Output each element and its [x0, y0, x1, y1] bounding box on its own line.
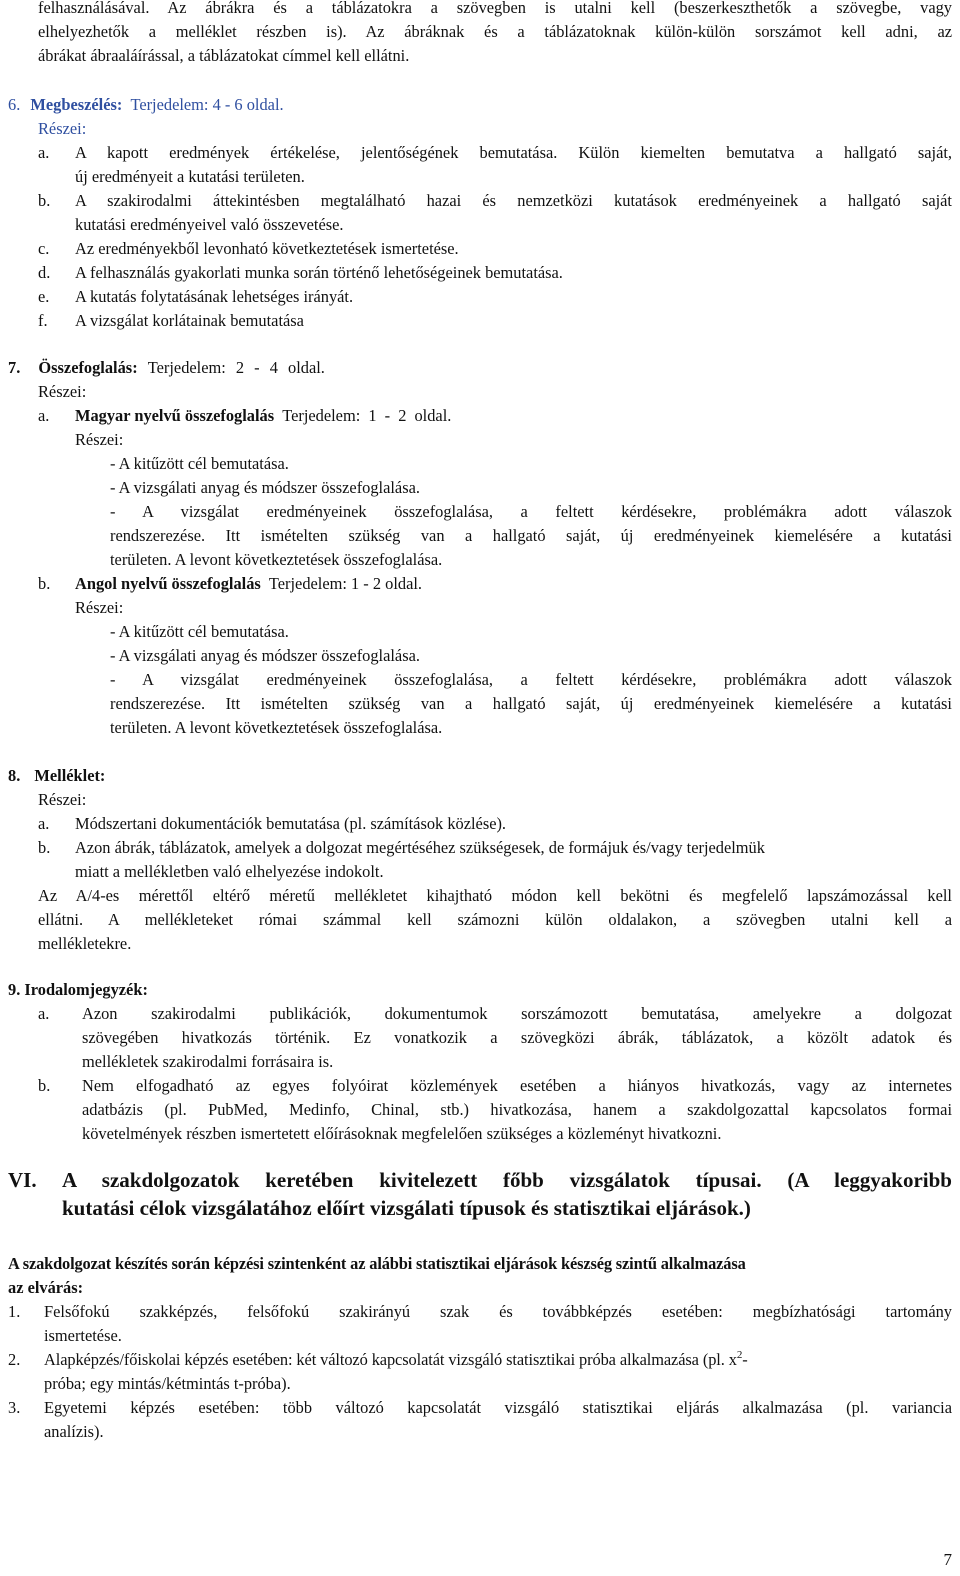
section-7-a-item-3-line-1: - A vizsgálat eredményeinek összefoglalása, a feltett kérdésekre, problémákra adott válaszok — [110, 502, 952, 521]
section-VI-item-1-number: 1. — [8, 1302, 21, 1321]
section-7-a-letter: a. — [38, 406, 50, 425]
section-9-b-letter: b. — [38, 1076, 51, 1095]
section-7-b-item-3-line-1: - A vizsgálat eredményeinek összefoglalása, a feltett kérdésekre, problémákra adott válaszok — [110, 670, 952, 689]
section-7-number: 7. — [8, 358, 21, 377]
section-7-b-extent: Terjedelem: 1 - 2 oldal. — [268, 574, 423, 593]
section-VI-item-2-superscript: 2 — [736, 1349, 743, 1361]
section-6-b-line-2: kutatási eredményeivel való összevetése. — [75, 215, 344, 234]
section-VI-heading-line-1: A szakdolgozatok keretében kivitelezett főbb vizsgálatok típusai. (A leggyakoribb — [62, 1168, 952, 1192]
section-7-a-title: Magyar nyelvű összefoglalás — [75, 406, 275, 425]
section-9-b-line-3: követelmények részben ismertetett előírásoknak megfelelően szükséges a közleményt hivatkozni. — [82, 1124, 722, 1143]
section-9-a-letter: a. — [38, 1004, 50, 1023]
section-7-parts-label: Részei: — [38, 382, 87, 401]
section-8-a-letter: a. — [38, 814, 50, 833]
section-6-a-line-1: A kapott eredmények értékelése, jelentőségének bemutatása. Külön kiemelten bemutatva a hallgató saját, — [75, 143, 952, 162]
top-line-3: ábrákat ábraaláírással, a táblázatokat címmel kell ellátni. — [38, 46, 410, 65]
top-line-1: felhasználásával. Az ábrákra és a táblázatokra a szövegben is utalni kell (beszerkeszthetők a szövegbe, vagy — [38, 0, 952, 17]
section-VI-item-1-line-1: Felsőfokú szakképzés, felsőfokú szakirányú szak és továbbképzés esetében: megbízhatósági tartomány — [44, 1302, 952, 1321]
section-7-title: Összefoglalás: — [38, 358, 138, 377]
section-VI-item-3-line-2: analízis). — [44, 1422, 104, 1441]
section-7-a-extent: Terjedelem: 1 - 2 oldal. — [282, 406, 452, 425]
section-7-a-item-3-line-2: rendszerezése. Itt ismételten szükség van a hallgató saját, új eredményeinek kiemelésére a kutatási — [110, 526, 952, 545]
section-6-extent: Terjedelem: 4 - 6 oldal. — [130, 95, 284, 114]
section-9-a-line-3: mellékletek szakirodalmi forrásaira is. — [82, 1052, 334, 1071]
section-8-para-line-2: ellátni. A mellékleteket római számmal kell számozni külön oldalakon, a szövegben utalni kell a — [38, 910, 952, 929]
section-7-extent: Terjedelem: 2 - 4 oldal. — [147, 358, 325, 377]
section-9-b-line-1: Nem elfogadható az egyes folyóirat közlemények esetében a hiányos hivatkozás, vagy az internetes — [82, 1076, 952, 1095]
section-8-title: Melléklet: — [34, 766, 106, 785]
section-VI-number: VI. — [8, 1168, 37, 1192]
section-7-heading — [8, 356, 325, 380]
section-6-d-text: A felhasználás gyakorlati munka során történő lehetőségeinek bemutatása. — [75, 263, 563, 282]
section-8-b-line-1: Azon ábrák, táblázatok, amelyek a dolgozat megértéséhez szükségesek, de formájuk és/vagy terjedelmük — [75, 838, 765, 857]
section-VI-item-2-line-1 — [44, 1348, 748, 1372]
section-8-b-line-2: miatt a mellékletben való elhelyezése indokolt. — [75, 862, 384, 881]
page-number: 7 — [943, 1550, 952, 1569]
section-8-para-line-1: Az A/4-es mérettől eltérő méretű mellékletet kihajtható módon kell bekötni és megfelelő lapszámozással kell — [38, 886, 952, 905]
section-7-a-heading — [75, 404, 451, 428]
section-7-b-item-3-line-3: területen. A levont következtetések összefoglalása. — [110, 718, 443, 737]
section-8-a-text: Módszertani dokumentációk bemutatása (pl. számítások közlése). — [75, 814, 507, 833]
section-9-a-line-2: szövegében hivatkozás történik. Ez vonatkozik a szövegközi ábrák, táblázatok, a közölt adatok és — [82, 1028, 952, 1047]
section-VI-item-2-number: 2. — [8, 1350, 21, 1369]
section-7-a-item-3-line-3: területen. A levont következtetések összefoglalása. — [110, 550, 443, 569]
section-6-a-letter: a. — [38, 143, 50, 162]
section-7-a-item-2: - A vizsgálati anyag és módszer összefoglalása. — [110, 478, 420, 497]
section-VI-heading-line-2: kutatási célok vizsgálatához előírt vizsgálati típusok és statisztikai eljárások.) — [62, 1196, 751, 1220]
section-7-b-item-1: - A kitűzött cél bemutatása. — [110, 622, 289, 641]
section-8-para-line-3: mellékletekre. — [38, 934, 132, 953]
section-6-c-text: Az eredményekből levonható következtetések ismertetése. — [75, 239, 459, 258]
section-6-c-letter: c. — [38, 239, 50, 258]
section-VI-intro-line-2: az elvárás: — [8, 1278, 84, 1297]
section-VI-intro-line-1: A szakdolgozat készítés során képzési szintenként az alábbi statisztikai eljárások készség szintű alkalmazása — [8, 1254, 746, 1273]
section-7-b-item-3-line-2: rendszerezése. Itt ismételten szükség van a hallgató saját, új eredményeinek kiemelésére a kutatási — [110, 694, 952, 713]
section-6-b-letter: b. — [38, 191, 51, 210]
section-6-b-line-1: A szakirodalmi áttekintésben megtalálható hazai és nemzetközi kutatások eredményeinek a hallgató saját — [75, 191, 952, 210]
section-6-e-letter: e. — [38, 287, 50, 306]
section-6-f-text: A vizsgálat korlátainak bemutatása — [75, 311, 304, 330]
section-VI-item-2-line-2: próba; egy mintás/kétmintás t-próba). — [44, 1374, 291, 1393]
section-6-number: 6. — [8, 95, 21, 114]
section-VI-item-1-line-2: ismertetése. — [44, 1326, 122, 1345]
section-6-d-letter: d. — [38, 263, 51, 282]
section-8-heading — [8, 764, 105, 788]
section-8-parts-label: Részei: — [38, 790, 87, 809]
section-7-b-title: Angol nyelvű összefoglalás — [75, 574, 261, 593]
top-line-2: elhelyezhetők a melléklet részben is). Az ábráknak és a táblázatoknak külön-külön sorszámot kell adni, az — [38, 22, 952, 41]
section-9-a-line-1: Azon szakirodalmi publikációk, dokumentumok sorszámozott bemutatása, amelyekre a dolgozat — [82, 1004, 952, 1023]
section-VI-item-3-line-1: Egyetemi képzés esetében: több változó kapcsolatát vizsgáló statisztikai eljárás alkalmazása (pl. variancia — [44, 1398, 952, 1417]
section-8-b-letter: b. — [38, 838, 51, 857]
section-7-a-parts: Részei: — [75, 430, 124, 449]
section-6-parts-label: Részei: — [38, 119, 87, 138]
section-6-title: Megbeszélés: — [30, 95, 123, 114]
section-7-a-item-1: - A kitűzött cél bemutatása. — [110, 454, 289, 473]
section-VI-item-2-line-1a: Alapképzés/főiskolai képzés esetében: két változó kapcsolatát vizsgáló statisztikai próba alkalmazása (pl. x — [44, 1350, 737, 1369]
section-7-b-parts: Részei: — [75, 598, 124, 617]
section-7-b-item-2: - A vizsgálati anyag és módszer összefoglalása. — [110, 646, 420, 665]
section-8-number: 8. — [8, 766, 21, 785]
section-7-b-letter: b. — [38, 574, 51, 593]
section-9-title: 9. Irodalomjegyzék: — [8, 980, 148, 999]
section-6-a-line-2: új eredményeit a kutatási területen. — [75, 167, 305, 186]
section-9-heading — [8, 978, 148, 1002]
section-7-b-heading — [75, 572, 422, 596]
section-9-b-line-2: adatbázis (pl. PubMed, Medinfo, Chinal, stb.) hivatkozása, hanem a szakdolgozattal kapcsolatos formai — [82, 1100, 952, 1119]
section-VI-item-2-line-1b: - — [742, 1350, 748, 1369]
section-6-e-text: A kutatás folytatásának lehetséges irányát. — [75, 287, 354, 306]
section-VI-item-3-number: 3. — [8, 1398, 21, 1417]
section-6-f-letter: f. — [38, 311, 48, 330]
section-6-heading — [8, 93, 284, 117]
